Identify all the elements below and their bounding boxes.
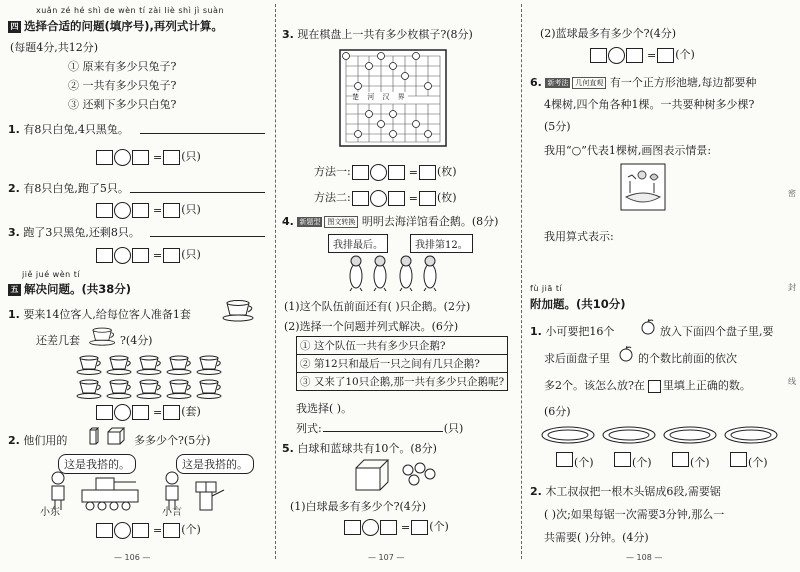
apple-icon	[618, 345, 634, 362]
q4-choice-1[interactable]: ① 这个队伍一共有多少只企鹅?	[297, 337, 507, 355]
q2-unit: (只)	[181, 203, 201, 216]
r-q6-number: 6.	[530, 76, 542, 89]
q3-box-result[interactable]	[163, 248, 180, 263]
q1-box-a[interactable]	[96, 150, 113, 165]
a2-text-row	[530, 483, 721, 499]
q5a-unit: (个)	[429, 520, 449, 533]
method2-label: 方法二:	[314, 191, 351, 204]
seal-line-char-2: 封	[788, 283, 796, 292]
q3-answer-line[interactable]	[150, 236, 265, 237]
method2-box-result[interactable]	[419, 191, 436, 206]
section4-badge: 四	[8, 21, 21, 33]
plate2-answer-box[interactable]	[614, 452, 631, 467]
q1-operator-circle[interactable]	[114, 149, 131, 166]
p2-box-b[interactable]	[132, 523, 149, 538]
q2-box-b[interactable]	[132, 203, 149, 218]
method2-unit: (枚)	[436, 191, 457, 204]
equals-sign: =	[408, 191, 418, 205]
seal-line-char-1: 密	[788, 189, 796, 198]
q2-box-result[interactable]	[163, 203, 180, 218]
q4-choice-2[interactable]: ② 第12只和最后一只之间有几只企鹅?	[297, 355, 507, 373]
section5-pinyin: jiě jué wèn tí	[22, 270, 81, 279]
kid-name-right: 小言	[162, 507, 182, 518]
speech-bubble-right: 这是我搭的。	[176, 454, 254, 474]
equals-sign: =	[153, 523, 163, 537]
q1-equation	[96, 148, 202, 166]
q5b-box-b[interactable]	[626, 48, 643, 63]
p1-text-a: 要来14位客人,给每位客人准备1套	[23, 308, 191, 321]
geometry-tag: 几何直观	[572, 77, 606, 89]
method1-box-b[interactable]	[388, 165, 405, 180]
q5a-box-result[interactable]	[411, 520, 428, 535]
q5b-operator-circle[interactable]	[608, 47, 625, 64]
speech-bubble-left: 这是我搭的。	[58, 454, 136, 474]
page-number: — 108 —	[626, 553, 663, 562]
new-method-tag: 新考法	[547, 79, 569, 87]
equals-sign: =	[401, 520, 411, 534]
a1-text-c: 求后面盘子里	[544, 352, 610, 365]
q5b-box-result[interactable]	[657, 48, 674, 63]
q1-box-result[interactable]	[163, 150, 180, 165]
q3-box-b[interactable]	[132, 248, 149, 263]
method2-box-b[interactable]	[388, 191, 405, 206]
a1-text-d: 的个数比前面的依次	[638, 352, 737, 365]
a2-number: 2.	[530, 485, 542, 498]
q5-part1: (1)白球最多有多少个?(4分)	[290, 500, 427, 513]
plates-illustration	[540, 424, 780, 446]
q3-text: 跑了3只黑兔,还剩8只。	[23, 226, 140, 239]
section4-pinyin: xuǎn zé hé shì de wèn tí zài liè shì jì suàn	[36, 6, 225, 15]
p2-equation	[96, 521, 202, 539]
middle-column	[276, 0, 520, 572]
section5-badge: 五	[8, 284, 21, 296]
a1-number: 1.	[530, 325, 542, 338]
p2-text-a: 他们用的	[23, 434, 68, 447]
a1-inline-box-icon	[648, 380, 661, 393]
q4-formula-unit: (只)	[443, 422, 464, 435]
q5b-box-a[interactable]	[590, 48, 607, 63]
p1-box-result[interactable]	[163, 405, 180, 420]
q1-unit: (只)	[181, 150, 201, 163]
p1-equation	[96, 403, 202, 421]
q2-operator-circle[interactable]	[114, 202, 131, 219]
equals-sign: =	[153, 150, 163, 164]
p1-unit: (套)	[181, 405, 201, 418]
method2-box-a[interactable]	[352, 191, 369, 206]
method1-operator-circle[interactable]	[370, 164, 387, 181]
section4-scoring: (每题4分,共12分)	[10, 41, 99, 54]
conversion-tag: 图文转换	[324, 216, 358, 228]
p2-box-a[interactable]	[96, 523, 113, 538]
apple-icon	[640, 318, 656, 335]
p1-text-c: ?(4分)	[120, 334, 153, 347]
q4-choice-3[interactable]: ③ 又来了10只企鹅,那一共有多少只企鹅呢?	[300, 376, 505, 388]
method1-box-result[interactable]	[419, 165, 436, 180]
plate3-answer-box[interactable]	[672, 452, 689, 467]
q5a-box-b[interactable]	[380, 520, 397, 535]
method1-box-a[interactable]	[352, 165, 369, 180]
equals-sign: =	[153, 405, 163, 419]
a1-text-e: 多2个。该怎么放?在	[544, 379, 645, 392]
p1-text-b: 还差几套	[36, 334, 80, 347]
q5b-unit: (个)	[675, 48, 695, 61]
r-q6-calc-prompt: 我用算式表示:	[544, 230, 614, 243]
a2-text-a: 木工叔叔把一根木头锯成6段,需要锯	[545, 485, 721, 498]
q2-box-a[interactable]	[96, 203, 113, 218]
p2-text-row	[8, 432, 67, 448]
q2-answer-line[interactable]	[130, 192, 265, 193]
addon-title: 附加题。(共10分)	[530, 297, 626, 311]
q4-part2: (2)选择一个问题并列式解决。(6分)	[284, 320, 459, 333]
option-2: ② 一共有多少只兔子?	[68, 79, 177, 92]
m-q3-number: 3.	[282, 28, 294, 41]
equals-sign: =	[153, 203, 163, 217]
a1-score: (6分)	[544, 405, 571, 418]
m-q4-text-row	[282, 213, 498, 229]
p2-number: 2.	[8, 434, 20, 447]
p2-operator-circle[interactable]	[114, 522, 131, 539]
plate4-unit: (个)	[748, 456, 768, 469]
m-q4-text: 明明去海洋馆看企鹅。(8分)	[361, 215, 499, 228]
a1-text-row	[530, 323, 614, 339]
q2-equation	[96, 201, 202, 219]
p2-box-result[interactable]	[163, 523, 180, 538]
q1-number: 1.	[8, 123, 20, 136]
q5a-operator-circle[interactable]	[362, 519, 379, 536]
penguins-illustration	[346, 252, 446, 292]
q5-part2: (2)蓝球最多有多少个?(4分)	[540, 27, 677, 40]
q3-number: 3.	[8, 226, 20, 239]
cube-and-balls-illustration	[352, 456, 442, 496]
q4-formula-row	[296, 420, 464, 436]
a1-text-b: 放入下面四个盘子里,要	[660, 325, 774, 338]
a2-text-c[interactable]: 共需要( )分钟。(4分)	[544, 531, 649, 544]
q1-text: 有8只白兔,4只黑兔。	[23, 123, 129, 136]
a1-text-f: 里填上正确的数。	[662, 379, 751, 392]
q3-text-row	[8, 224, 140, 240]
q5-part1-equation	[344, 518, 450, 536]
q2-number: 2.	[8, 182, 20, 195]
m-q5-text-row	[282, 440, 437, 456]
r-q6-text-a: 有一个正方形池塘,每边都要种	[609, 76, 757, 89]
q4-formula-line[interactable]	[323, 421, 443, 432]
p1-operator-circle[interactable]	[114, 404, 131, 421]
m-q5-text: 白球和蓝球共有10个。(8分)	[297, 442, 437, 455]
seal-line-char-3: 线	[788, 377, 796, 386]
kids-and-blocks-illustration	[40, 470, 240, 514]
q2-text: 有8只白兔,跑了5只。	[23, 182, 129, 195]
a2-text-b[interactable]: ( )次;如果每锯一次需要3分钟,那么一	[544, 508, 725, 521]
m-q4-number: 4.	[282, 215, 294, 228]
left-column	[0, 0, 274, 572]
section4-title: 选择合适的问题(填序号),再列式计算。	[24, 19, 223, 33]
plate3-unit: (个)	[690, 456, 710, 469]
p2-unit: (个)	[181, 523, 201, 536]
r-q6-draw-prompt: 我用“○”代表1棵树,画图表示情景:	[544, 144, 712, 157]
q1-answer-line[interactable]	[140, 133, 265, 134]
new-type-tag: 新题型	[299, 218, 321, 226]
section5-title: 解决问题。(共38分)	[24, 282, 132, 296]
q1-text-row	[8, 121, 129, 137]
q5-part2-equation	[590, 46, 696, 64]
m-q5-number: 5.	[282, 442, 294, 455]
plate1-answer-box[interactable]	[556, 452, 573, 467]
r-q6-text-c: (5分)	[544, 120, 571, 133]
a1-text-e-row	[544, 377, 752, 393]
method1-label: 方法一:	[314, 165, 351, 178]
q2-text-row	[8, 180, 129, 196]
q4-part1: (1)这个队伍前面还有( )只企鹅。(2分)	[284, 300, 471, 313]
p1-box-b[interactable]	[132, 405, 149, 420]
teacups-illustration	[76, 354, 226, 400]
addon-pinyin: fù jiā tí	[530, 284, 563, 293]
option-3: ③ 还剩下多少只白兔?	[68, 98, 177, 111]
method1-unit: (枚)	[436, 165, 457, 178]
p2-text-b: 多多少个?(5分)	[134, 434, 211, 447]
teacup-icon	[222, 298, 256, 322]
q4-formula-label: 列式:	[296, 422, 322, 435]
q1-box-b[interactable]	[132, 150, 149, 165]
q3-operator-circle[interactable]	[114, 247, 131, 264]
method2-operator-circle[interactable]	[370, 190, 387, 207]
plate1-unit: (个)	[574, 456, 594, 469]
r-q6-text-row	[530, 74, 756, 90]
a1-text-c-row	[544, 350, 610, 366]
q4-choose-text[interactable]: 我选择( )。	[296, 402, 353, 415]
q3-unit: (只)	[181, 248, 201, 261]
equals-sign: =	[647, 48, 657, 62]
option-1: ① 原来有多少只兔子?	[68, 60, 177, 73]
page-number: — 107 —	[368, 553, 405, 562]
p1-text-row	[8, 306, 191, 322]
q3-equation	[96, 246, 202, 264]
equals-sign: =	[153, 248, 163, 262]
plate4-answer-box[interactable]	[730, 452, 747, 467]
section5-title-row	[8, 281, 131, 297]
teacup-icon	[88, 326, 118, 346]
method1-row	[314, 163, 458, 181]
pond-illustration	[620, 163, 666, 211]
equals-sign: =	[408, 165, 418, 179]
penguin-bubble-left: 我排最后。	[328, 234, 388, 253]
q5a-box-a[interactable]	[344, 520, 361, 535]
q4-choices-box	[296, 336, 508, 391]
chessboard-river-text: 楚 河 汉 界	[352, 93, 408, 101]
page-number: — 106 —	[114, 553, 151, 562]
plate2-unit: (个)	[632, 456, 652, 469]
right-column	[522, 0, 800, 572]
penguin-bubble-right: 我排第12。	[410, 234, 473, 253]
cuboid-and-cube-icon	[88, 427, 128, 447]
kid-name-left: 小东	[40, 507, 60, 518]
m-q3-text-row	[282, 26, 473, 42]
p1-box-a[interactable]	[96, 405, 113, 420]
p1-number: 1.	[8, 308, 20, 321]
a1-text-a: 小可要把16个	[545, 325, 615, 338]
q3-box-a[interactable]	[96, 248, 113, 263]
m-q3-text: 现在棋盘上一共有多少枚棋子?(8分)	[297, 28, 473, 41]
section4-title-row	[8, 18, 223, 34]
r-q6-text-b: 4棵树,四个角各种1棵。一共要种树多少棵?	[544, 98, 755, 111]
method2-row	[314, 189, 458, 207]
